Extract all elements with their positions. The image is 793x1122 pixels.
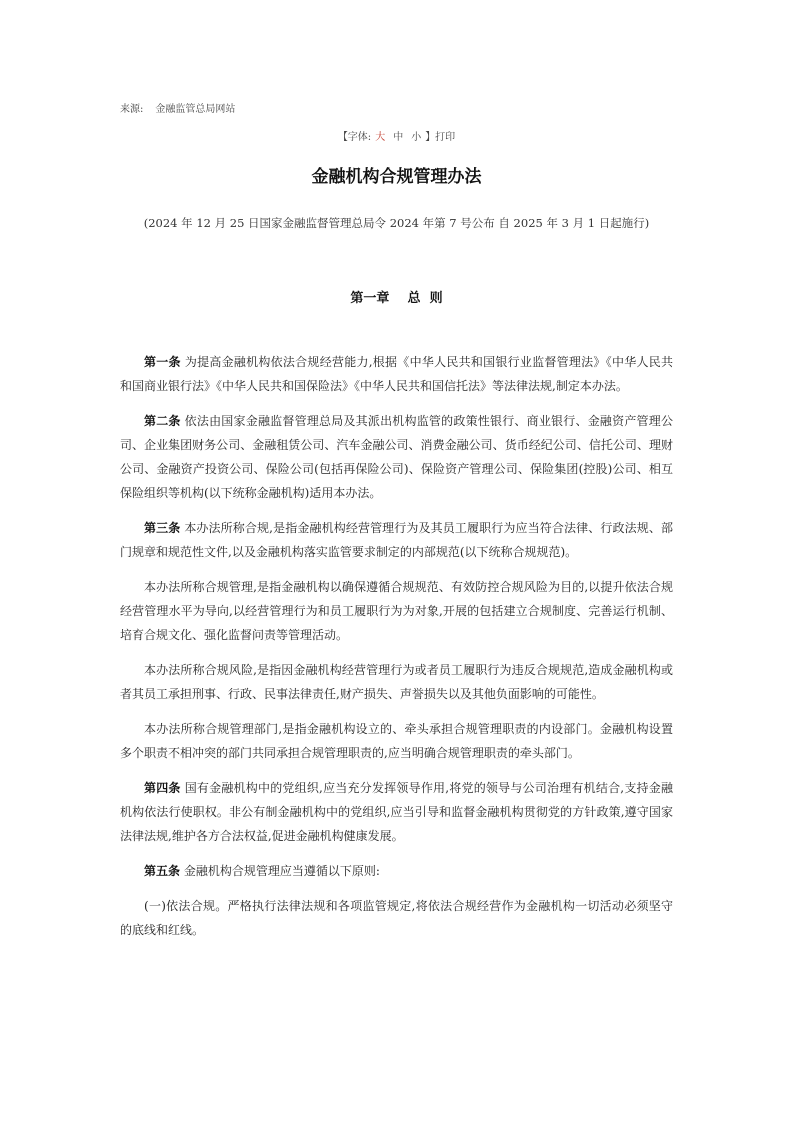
- paragraph-text: 本办法所称合规,是指金融机构经营管理行为及其员工履职行为应当符合法律、行政法规、部门规章和规范性文件,以及金融机构落实监管要求制定的内部规范(以下统称合规规范)。: [120, 521, 673, 559]
- article-number: 第四条: [144, 781, 181, 795]
- print-button[interactable]: 】打印: [425, 132, 456, 143]
- font-medium-button[interactable]: 中: [393, 132, 404, 143]
- chapter-heading: 第一章 总 则: [350, 291, 443, 306]
- paragraph-text: 本办法所称合规管理,是指金融机构以确保遵循合规规范、有效防控合规风险为目的,以提升依法合规经营管理水平为导向,以经营管理行为和员工履职行为为对象,开展的包括建立合规制度、完善运行机制、培育合规文化、强化监督问责等管理活动。: [120, 580, 673, 642]
- paragraph: [120, 575, 673, 647]
- paragraph: [120, 350, 673, 398]
- paragraph-text: 本办法所称合规风险,是指因金融机构经营管理行为或者员工履职行为违反合规规范,造成金融机构或者其员工承担刑事、行政、民事法律责任,财产损失、声誉损失以及其他负面影响的可能性。: [120, 663, 673, 701]
- paragraph: [120, 717, 673, 765]
- font-toolbar-prefix: 【字体:: [337, 132, 372, 143]
- paragraph-text: 为提高金融机构依法合规经营能力,根据《中华人民共和国银行业监督管理法》《中华人民共和国商业银行法》《中华人民共和国保险法》《中华人民共和国信托法》等法律法规,制定本办法。: [120, 355, 673, 393]
- source-label: 来源:: [120, 104, 144, 115]
- font-size-toolbar: [0, 128, 793, 143]
- paragraph: [120, 894, 673, 942]
- paragraph: [120, 658, 673, 706]
- article-number: 第五条: [144, 864, 181, 878]
- source-line: [120, 100, 235, 115]
- paragraph: [120, 776, 673, 848]
- paragraph: [120, 516, 673, 564]
- font-large-button[interactable]: 大: [375, 132, 386, 143]
- paragraph: [120, 859, 673, 883]
- article-number: 第一条: [144, 355, 181, 369]
- paragraph-text: (一)依法合规。严格执行法律法规和各项监管规定,将依法合规经营作为金融机构一切活动必须坚守的底线和红线。: [120, 899, 673, 937]
- font-small-button[interactable]: 小: [411, 132, 422, 143]
- paragraph-text: 依法由国家金融监督管理总局及其派出机构监管的政策性银行、商业银行、金融资产管理公司、企业集团财务公司、金融租赁公司、汽车金融公司、消费金融公司、货币经纪公司、信托公司、理财公司、金融资产投资公司、保险公司(包括再保险公司)、保险资产管理公司、保险集团(控股)公司、相互保险组织等机构(以下统称金融机构)适用本办法。: [120, 414, 673, 500]
- document-body: [120, 350, 673, 953]
- paragraph: [120, 409, 673, 505]
- source-link[interactable]: 金融监管总局网站: [155, 104, 236, 115]
- article-number: 第三条: [144, 521, 181, 535]
- paragraph-text: 金融机构合规管理应当遵循以下原则:: [183, 864, 380, 878]
- document-title: 金融机构合规管理办法: [311, 167, 482, 187]
- paragraph-text: 本办法所称合规管理部门,是指金融机构设立的、牵头承担合规管理职责的内设部门。金融机构设置多个职责不相冲突的部门共同承担合规管理职责的,应当明确合规管理职责的牵头部门。: [120, 722, 673, 760]
- article-number: 第二条: [144, 414, 181, 428]
- document-subtitle: (2024 年 12 月 25 日国家金融监督管理总局令 2024 年第 7 号公布 自 2025 年 3 月 1 日起施行): [143, 216, 650, 230]
- paragraph-text: 国有金融机构中的党组织,应当充分发挥领导作用,将党的领导与公司治理有机结合,支持金融机构依法行使职权。非公有制金融机构中的党组织,应当引导和监督金融机构贯彻党的方针政策,遵守国家法律法规,维护各方合法权益,促进金融机构健康发展。: [120, 781, 673, 843]
